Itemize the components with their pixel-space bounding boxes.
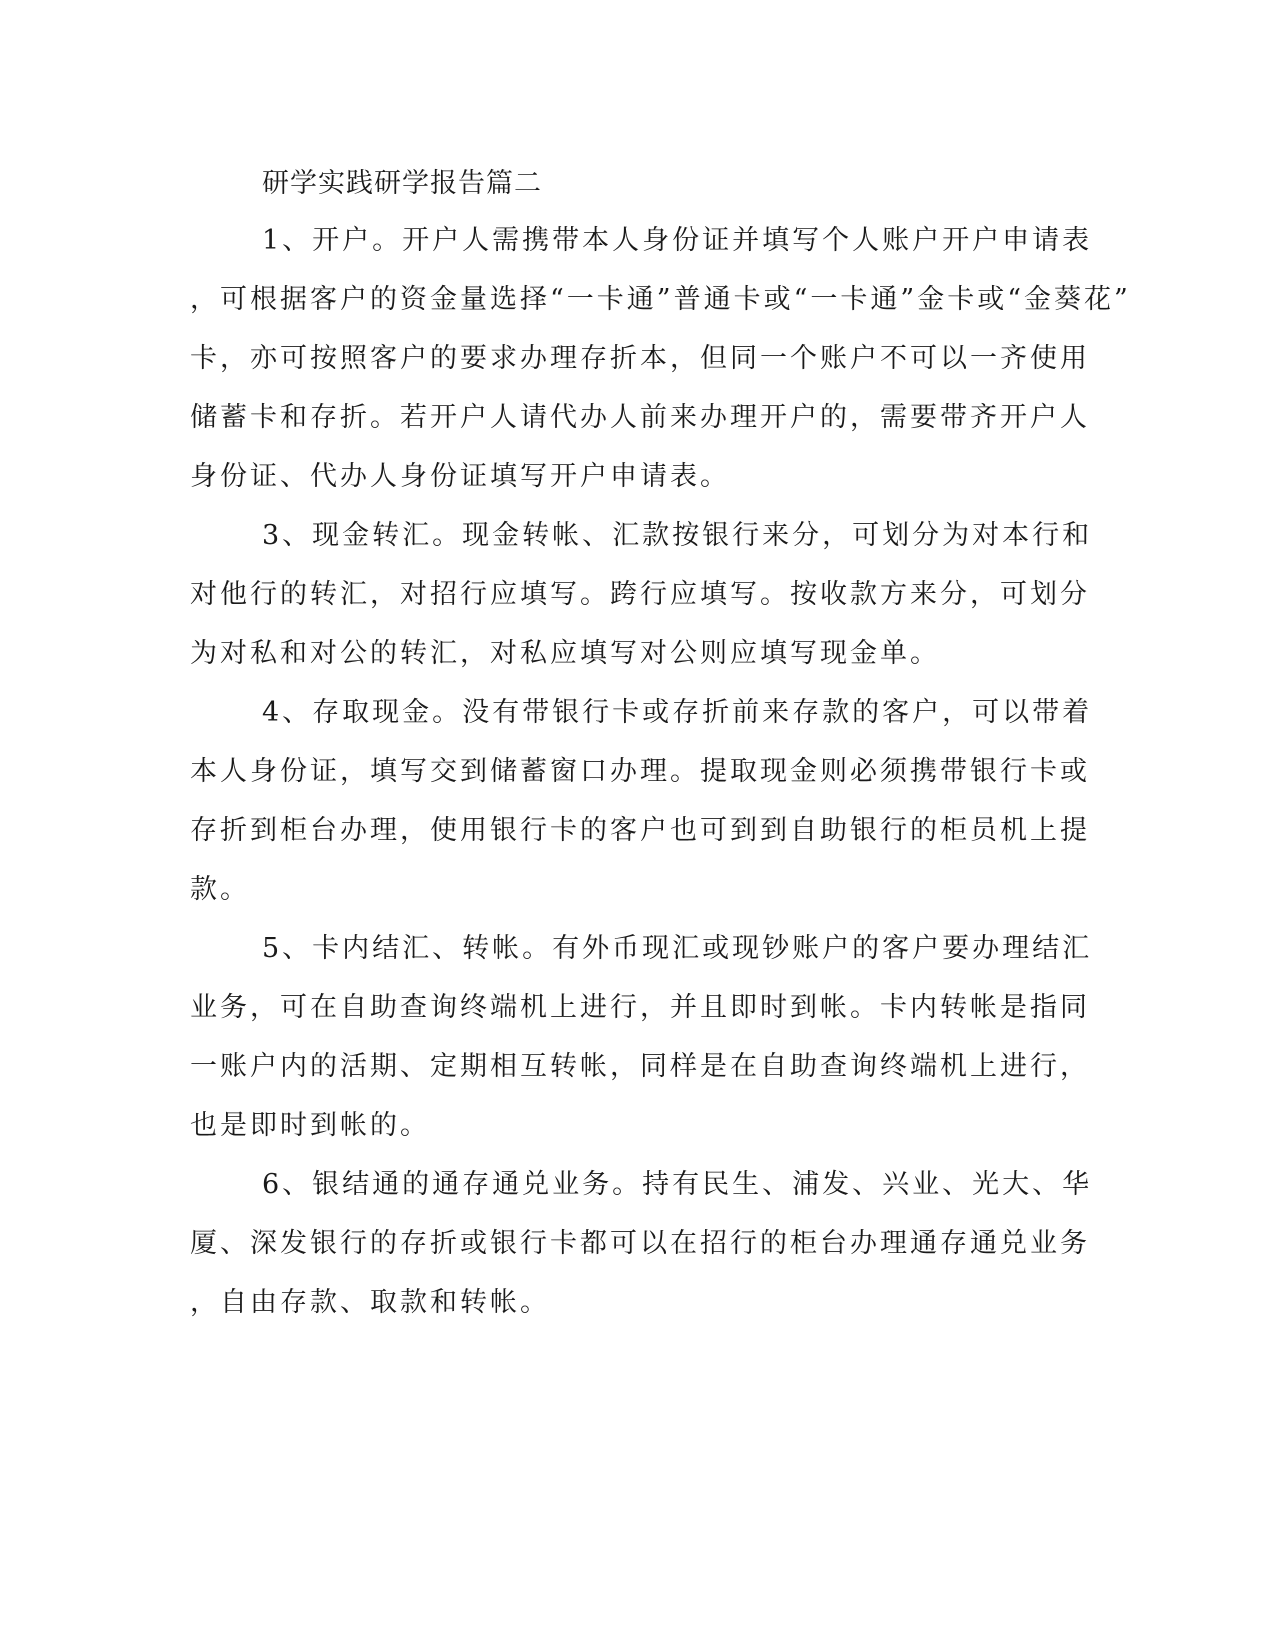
paragraph-1-line-4: 储蓄卡和存折。若开户人请代办人前来办理开户的，需要带齐开户人 — [190, 402, 1090, 433]
paragraph-4-line-2: 业务，可在自助查询终端机上进行，并且即时到帐。卡内转帐是指同 — [190, 992, 1090, 1023]
paragraph-5-line-2: 厦、深发银行的存折或银行卡都可以在招行的柜台办理通存通兑业务 — [190, 1228, 1090, 1259]
paragraph-1-line-5: 身份证、代办人身份证填写开户申请表。 — [190, 461, 730, 492]
paragraph-1-line-2: ，可根据客户的资金量选择“一卡通”普通卡或“一卡通”金卡或“金葵花” — [190, 284, 1131, 315]
paragraph-2-line-3: 为对私和对公的转汇，对私应填写对公则应填写现金单。 — [190, 638, 940, 669]
paragraph-4-line-3: 一账户内的活期、定期相互转帐，同样是在自助查询终端机上进行， — [190, 1051, 1090, 1082]
paragraph-3-line-1: 4、存取现金。没有带银行卡或存折前来存款的客户，可以带着 — [262, 697, 1093, 728]
paragraph-4-line-1: 5、卡内结汇、转帐。有外币现汇或现钞账户的客户要办理结汇 — [262, 933, 1093, 964]
paragraph-2-line-2: 对他行的转汇，对招行应填写。跨行应填写。按收款方来分，可划分 — [190, 579, 1090, 610]
paragraph-3-line-4: 款。 — [190, 874, 250, 905]
paragraph-1-line-1: 1、开户。开户人需携带本人身份证并填写个人账户开户申请表 — [262, 225, 1093, 256]
paragraph-4-line-4: 也是即时到帐的。 — [190, 1110, 430, 1141]
paragraph-3-line-2: 本人身份证，填写交到储蓄窗口办理。提取现金则必须携带银行卡或 — [190, 756, 1090, 787]
paragraph-5-line-1: 6、银结通的通存通兑业务。持有民生、浦发、兴业、光大、华 — [262, 1169, 1093, 1200]
paragraph-2-line-1: 3、现金转汇。现金转帐、汇款按银行来分，可划分为对本行和 — [262, 520, 1093, 551]
document-title: 研学实践研学报告篇二 — [262, 168, 542, 199]
paragraph-1-line-3: 卡，亦可按照客户的要求办理存折本，但同一个账户不可以一齐使用 — [190, 343, 1090, 374]
paragraph-5-line-3: ，自由存款、取款和转帐。 — [190, 1287, 550, 1318]
paragraph-3-line-3: 存折到柜台办理，使用银行卡的客户也可到到自助银行的柜员机上提 — [190, 815, 1090, 846]
